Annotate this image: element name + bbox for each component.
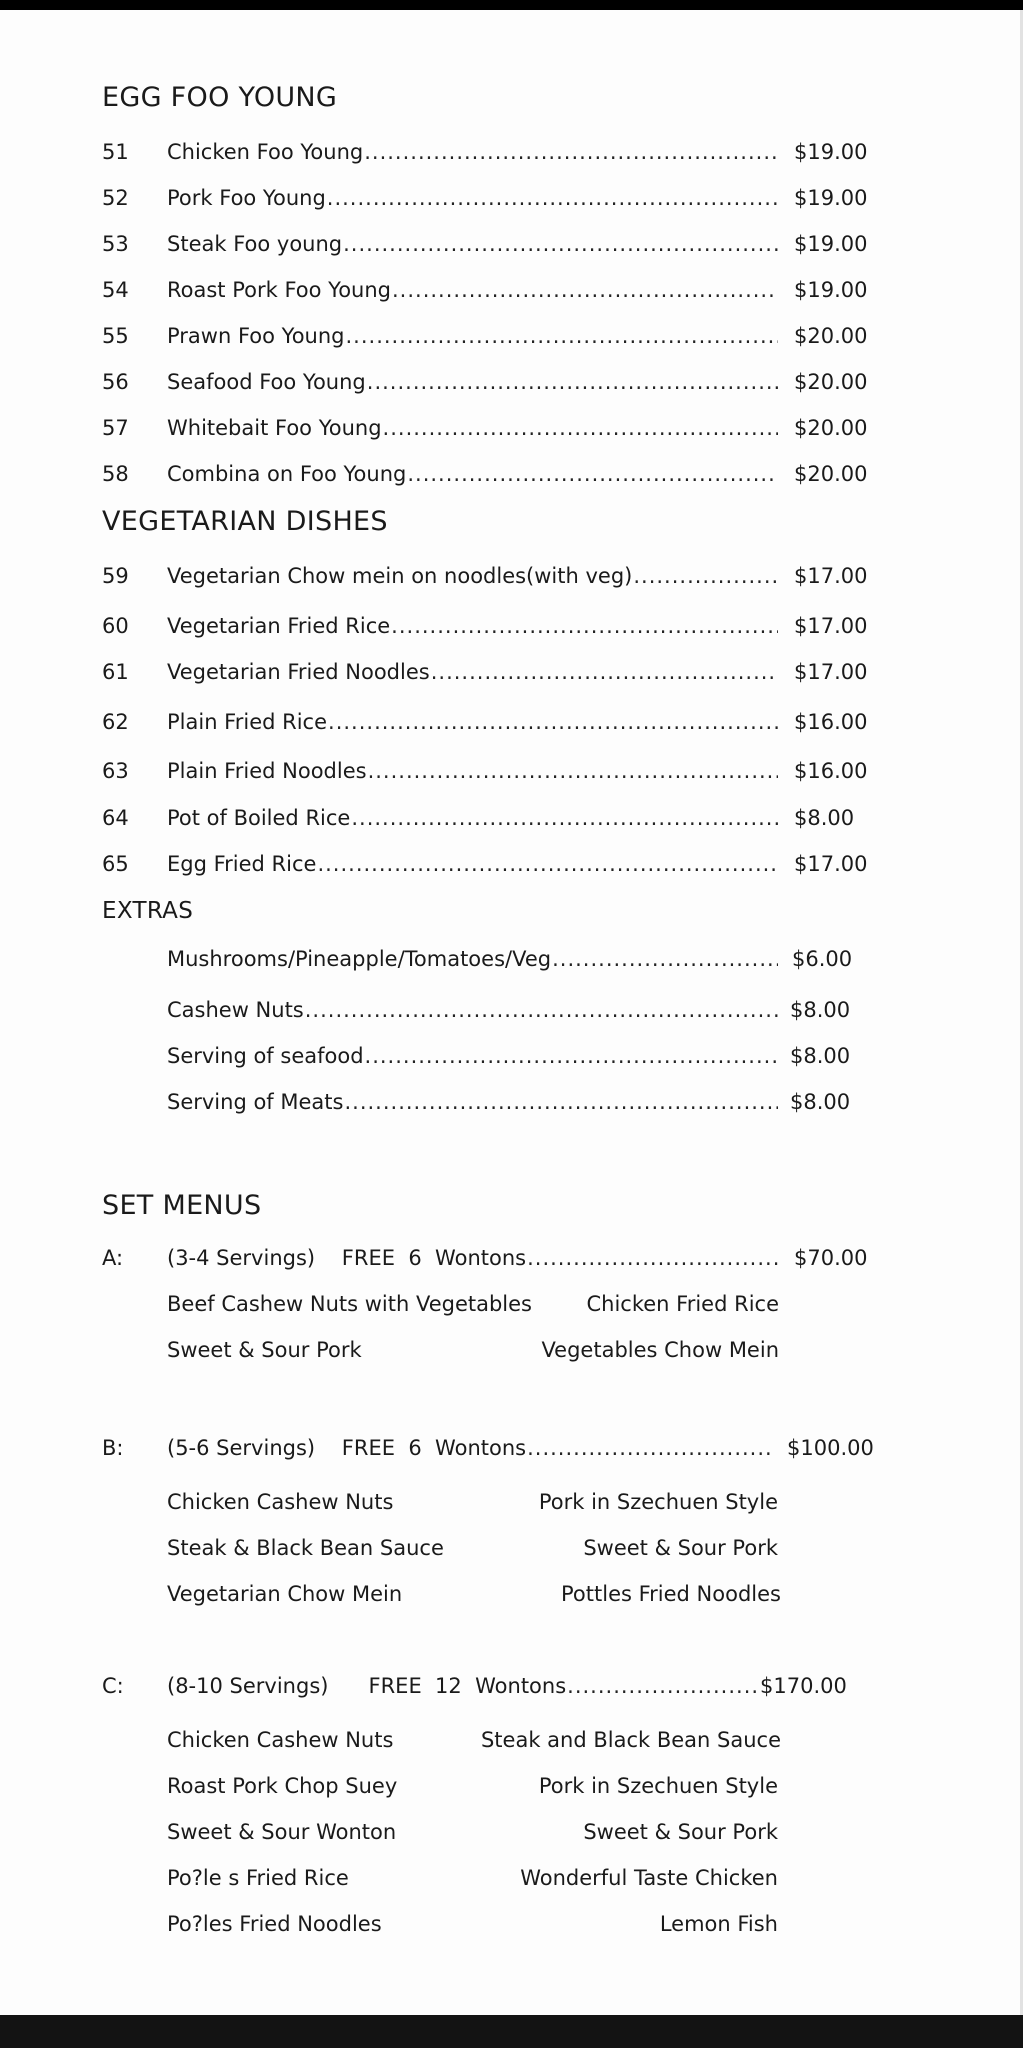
- extras-item: [0, 1086, 1023, 1118]
- set-dish: Roast Pork Chop Suey: [167, 1774, 398, 1798]
- item-name: Combina on Foo Young: [167, 462, 407, 486]
- item-name: Vegetarian Chow mein on noodles(with veg): [167, 564, 633, 588]
- leader-dots: [364, 136, 778, 168]
- set-dish: Sweet & Sour Pork: [167, 1338, 362, 1362]
- item-number: 55: [102, 324, 129, 348]
- menu-item: [0, 560, 1023, 592]
- item-price: $20.00: [794, 370, 868, 394]
- set-dish: Pork in Szechuen Style: [538, 1774, 778, 1798]
- item-name: Vegetarian Fried Noodles: [167, 660, 430, 684]
- leader-dots: [365, 1040, 778, 1072]
- leader-dots: [407, 458, 778, 490]
- menu-item: [0, 274, 1023, 306]
- menu-item: [0, 706, 1023, 738]
- menu-item: [0, 228, 1023, 260]
- item-price: $17.00: [794, 614, 868, 638]
- set-price: $70.00: [794, 1246, 868, 1270]
- set-dish: Pork in Szechuen Style: [538, 1490, 778, 1514]
- leader-dots: [367, 366, 778, 398]
- item-price: $16.00: [794, 759, 868, 783]
- section-heading-egg-foo-young: EGG FOO YOUNG: [102, 82, 338, 113]
- item-number: 61: [102, 660, 129, 684]
- menu-item: [0, 610, 1023, 642]
- item-price: $20.00: [794, 462, 868, 486]
- item-name: Serving of seafood: [167, 1044, 364, 1068]
- menu-page: [0, 10, 1023, 2015]
- leader-dots: [344, 1086, 778, 1118]
- item-price: $20.00: [794, 324, 868, 348]
- item-price: $17.00: [794, 852, 868, 876]
- set-dish: Po?les Fried Noodles: [167, 1912, 382, 1936]
- leader-dots: [527, 1432, 771, 1464]
- leader-dots: [351, 802, 778, 834]
- set-description: (3-4 Servings) FREE 6 Wontons: [167, 1246, 527, 1270]
- item-number: 64: [102, 806, 129, 830]
- item-name: Plain Fried Rice: [167, 710, 328, 734]
- set-price: $170.00: [760, 1674, 847, 1698]
- set-dish: Chicken Cashew Nuts: [167, 1728, 394, 1752]
- item-number: 65: [102, 852, 129, 876]
- set-label: C:: [102, 1674, 124, 1698]
- item-price: $8.00: [790, 1090, 851, 1114]
- item-name: Plain Fried Noodles: [167, 759, 367, 783]
- set-dish: Pottles Fried Noodles: [561, 1582, 781, 1606]
- item-number: 60: [102, 614, 129, 638]
- set-dish: Sweet & Sour Pork: [583, 1820, 778, 1844]
- leader-dots: [305, 994, 778, 1026]
- leader-dots: [368, 755, 778, 787]
- set-dish: Steak and Black Bean Sauce: [480, 1728, 781, 1752]
- leader-dots: [343, 228, 778, 260]
- leader-dots: [327, 182, 778, 214]
- item-price: $19.00: [794, 278, 868, 302]
- menu-item: [0, 182, 1023, 214]
- item-name: Mushrooms/Pineapple/Tomatoes/Veg: [167, 947, 552, 971]
- item-number: 62: [102, 710, 129, 734]
- leader-dots: [527, 1242, 778, 1274]
- menu-item: [0, 755, 1023, 787]
- leader-dots: [328, 706, 778, 738]
- item-price: $8.00: [790, 998, 851, 1022]
- menu-item: [0, 412, 1023, 444]
- extras-item: [0, 943, 1023, 975]
- menu-item: [0, 802, 1023, 834]
- item-name: Chicken Foo Young: [167, 140, 364, 164]
- set-label: A:: [102, 1246, 124, 1270]
- item-name: Cashew Nuts: [167, 998, 304, 1022]
- item-name: Pot of Boiled Rice: [167, 806, 351, 830]
- item-number: 63: [102, 759, 129, 783]
- set-dish: Vegetables Chow Mein: [541, 1338, 779, 1362]
- set-dish: Steak & Black Bean Sauce: [167, 1536, 444, 1560]
- item-price: $20.00: [794, 416, 868, 440]
- item-name: Roast Pork Foo Young: [167, 278, 391, 302]
- item-name: Steak Foo young: [167, 232, 343, 256]
- extras-item: [0, 994, 1023, 1026]
- item-name: Vegetarian Fried Rice: [167, 614, 391, 638]
- item-price: $17.00: [794, 564, 868, 588]
- menu-item: [0, 656, 1023, 688]
- item-number: 54: [102, 278, 129, 302]
- section-heading-vegetarian: VEGETARIAN DISHES: [102, 506, 388, 537]
- set-dish: Wonderful Taste Chicken: [520, 1866, 778, 1890]
- item-name: Egg Fried Rice: [167, 852, 317, 876]
- set-description: (5-6 Servings) FREE 6 Wontons: [167, 1436, 527, 1460]
- leader-dots: [431, 656, 778, 688]
- item-number: 58: [102, 462, 129, 486]
- menu-item: [0, 848, 1023, 880]
- leader-dots: [383, 412, 778, 444]
- set-dish: Vegetarian Chow Mein: [167, 1582, 403, 1606]
- extras-item: [0, 1040, 1023, 1072]
- leader-dots: [392, 274, 778, 306]
- item-price: $17.00: [794, 660, 868, 684]
- set-description: (8-10 Servings) FREE 12 Wontons: [167, 1674, 567, 1698]
- menu-item: [0, 458, 1023, 490]
- leader-dots: [317, 848, 778, 880]
- set-dish: Chicken Cashew Nuts: [167, 1490, 394, 1514]
- item-name: Pork Foo Young: [167, 186, 326, 210]
- leader-dots: [552, 943, 778, 975]
- item-name: Whitebait Foo Young: [167, 416, 382, 440]
- item-number: 51: [102, 140, 129, 164]
- item-name: Prawn Foo Young: [167, 324, 345, 348]
- set-dish: Po?le s Fried Rice: [167, 1866, 349, 1890]
- item-name: Seafood Foo Young: [167, 370, 366, 394]
- leader-dots: [633, 560, 778, 592]
- menu-item: [0, 136, 1023, 168]
- set-menu-a-header: [0, 1242, 1023, 1274]
- item-price: $8.00: [790, 1044, 851, 1068]
- item-price: $19.00: [794, 232, 868, 256]
- item-number: 53: [102, 232, 129, 256]
- item-price: $16.00: [794, 710, 868, 734]
- item-price: $19.00: [794, 186, 868, 210]
- item-price: $6.00: [792, 947, 853, 971]
- leader-dots: [346, 320, 779, 352]
- item-price: $19.00: [794, 140, 868, 164]
- set-menu-b-header: [0, 1432, 1023, 1464]
- menu-item: [0, 320, 1023, 352]
- item-number: 59: [102, 564, 129, 588]
- section-heading-set-menus: SET MENUS: [102, 1190, 262, 1221]
- item-price: $8.00: [794, 806, 855, 830]
- item-name: Serving of Meats: [167, 1090, 344, 1114]
- set-dish: Sweet & Sour Wonton: [167, 1820, 397, 1844]
- item-number: 56: [102, 370, 129, 394]
- set-dish: Lemon Fish: [659, 1912, 778, 1936]
- section-heading-extras: EXTRAS: [102, 898, 194, 924]
- item-number: 57: [102, 416, 129, 440]
- set-price: $100.00: [787, 1436, 874, 1460]
- set-dish: Chicken Fried Rice: [586, 1292, 779, 1316]
- set-label: B:: [102, 1436, 124, 1460]
- item-number: 52: [102, 186, 129, 210]
- leader-dots: [567, 1670, 756, 1702]
- leader-dots: [391, 610, 778, 642]
- set-menu-c-header: [0, 1670, 1023, 1702]
- set-dish: Sweet & Sour Pork: [583, 1536, 778, 1560]
- set-dish: Beef Cashew Nuts with Vegetables: [167, 1292, 532, 1316]
- menu-item: [0, 366, 1023, 398]
- bottom-bar: [0, 2015, 1023, 2048]
